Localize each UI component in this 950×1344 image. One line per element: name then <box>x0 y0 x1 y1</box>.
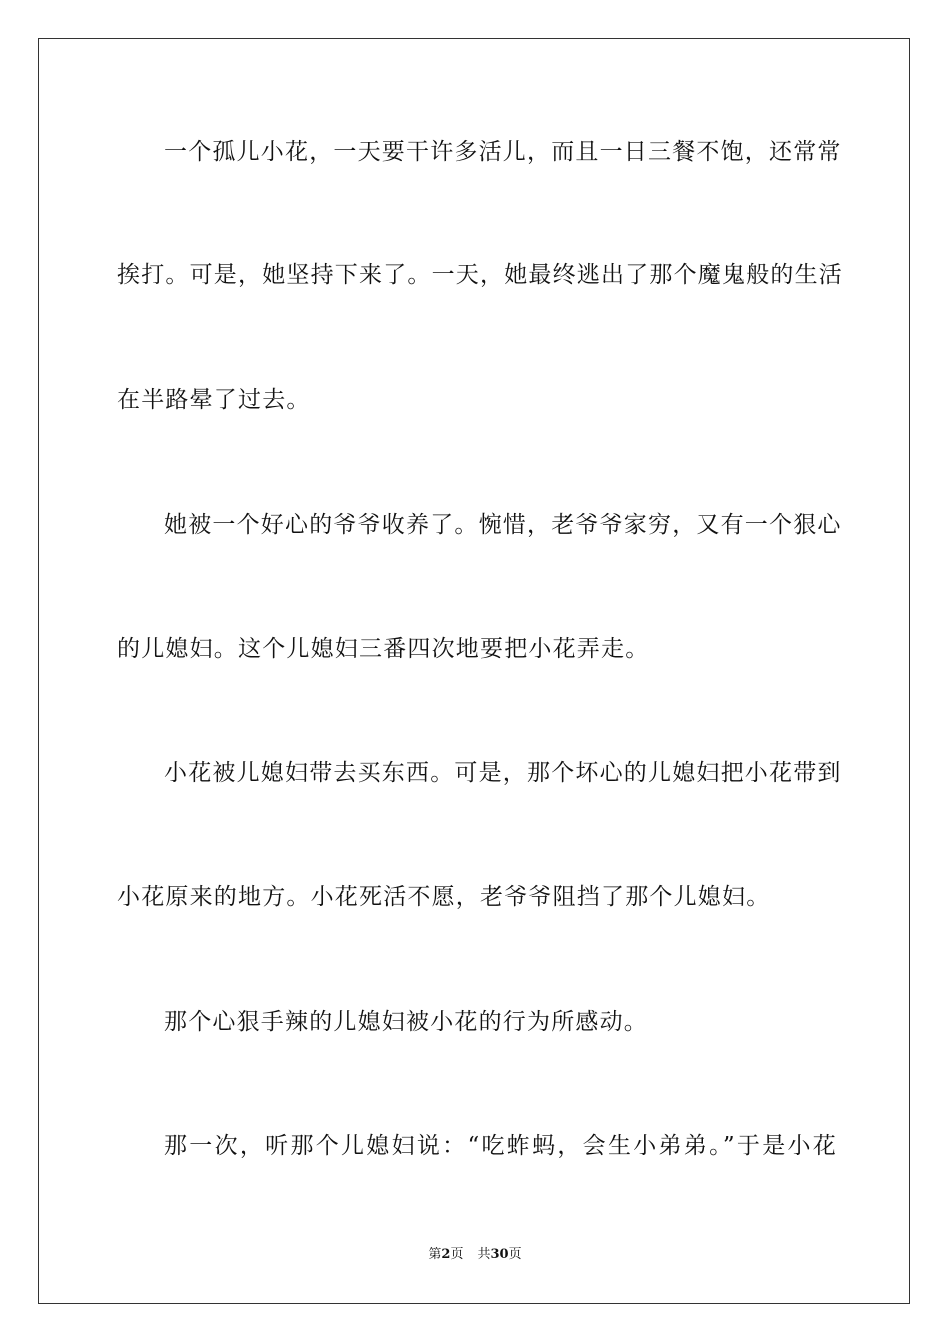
paragraph-2-line-2: 的儿媳妇。这个儿媳妇三番四次地要把小花弄走。 <box>117 636 650 662</box>
paragraph-3-line-2: 小花原来的地方。小花死活不愿，老爷爷阻挡了那个儿媳妇。 <box>117 884 771 910</box>
paragraph-1-line-1: 一个孤儿小花，一天要干许多活儿，而且一日三餐不饱，还常常 <box>164 139 842 165</box>
paragraph-4-line-1: 那个心狠手辣的儿媳妇被小花的行为所感动。 <box>164 1009 648 1035</box>
footer-page-total: 30 <box>490 1247 509 1262</box>
paragraph-1-line-3: 在半路晕了过去。 <box>117 387 311 413</box>
page-footer <box>0 1246 950 1264</box>
paragraph-2-line-1: 她被一个好心的爷爷收养了。惋惜，老爷爷家穷，又有一个狠心 <box>164 512 842 538</box>
paragraph-5-line-1: 那一次，听那个儿媳妇说：“吃蚱蚂，会生小弟弟。”于是小花 <box>164 1133 837 1159</box>
footer-page-prefix: 第 <box>428 1247 442 1262</box>
page-border <box>38 38 910 1304</box>
footer-total-prefix: 共 <box>477 1247 491 1262</box>
paragraph-3-line-1: 小花被儿媳妇带去买东西。可是，那个坏心的儿媳妇把小花带到 <box>164 760 842 786</box>
footer-total-suffix: 页 <box>508 1247 522 1262</box>
footer-page-suffix: 页 <box>450 1247 464 1262</box>
footer-page-current: 2 <box>441 1247 451 1262</box>
paragraph-1-line-2: 挨打。可是，她坚持下来了。一天，她最终逃出了那个魔鬼般的生活 <box>117 262 843 288</box>
